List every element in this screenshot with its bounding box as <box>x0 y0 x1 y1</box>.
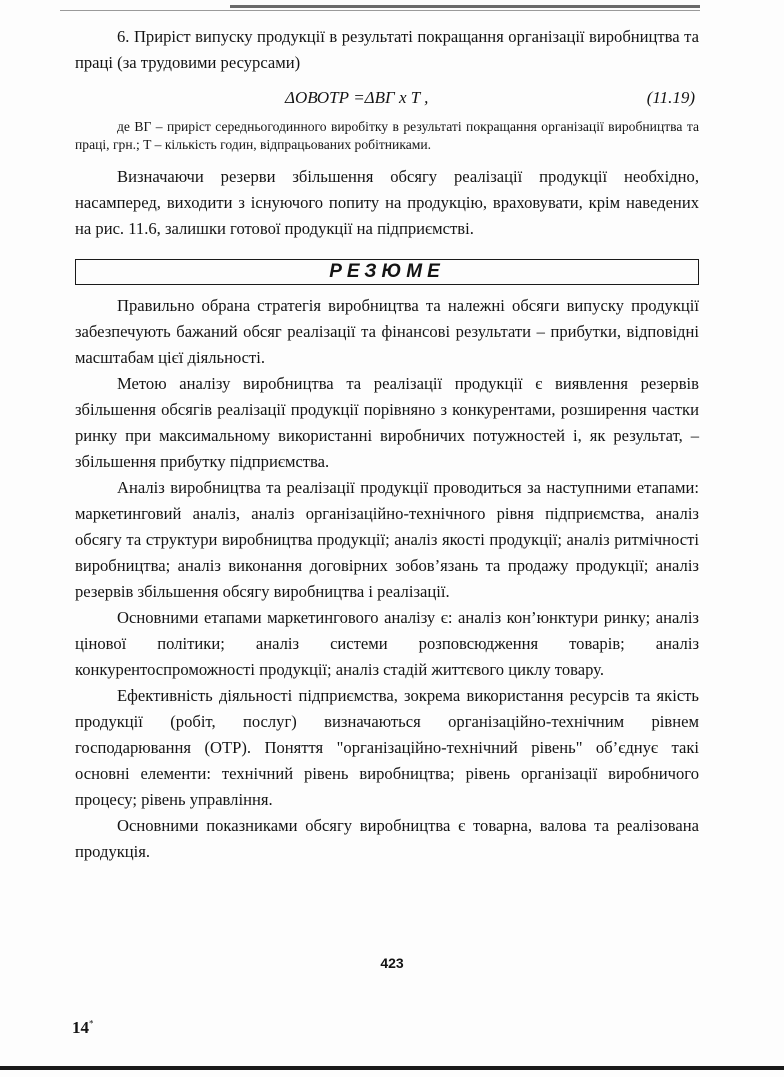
resume-paragraph: Метою аналізу виробництва та реалізації продукції є виявлення резервів збільшення обсягів реалізації продукції порівняно з конкурентами, розширення частки ринку при максимальному використанні виробничих потужностей і, як результат, – збільшення прибутку підприємства. <box>75 374 699 471</box>
signature-mark: * <box>89 1018 94 1029</box>
resume-header-box <box>75 259 699 285</box>
resume-paragraph: Основними етапами маркетингового аналізу є: аналіз кон’юнктури ринку; аналіз цінової політики; аналіз системи розповсюдження товарів; аналіз конкурентоспроможності продукції; аналіз стадій життєвого циклу товару. <box>75 608 699 679</box>
top-border-line <box>230 5 700 8</box>
printer-signature <box>72 1018 94 1038</box>
item-6-paragraph: 6. Приріст випуску продукції в результаті покращання організації виробництва та праці (за трудовими ресурсами) <box>75 27 699 72</box>
formula-note: де ВГ – приріст середньогодинного виробітку в результаті покращання організації виробництва та праці, грн.; T – кількість годин, відпрацьованих робітниками. <box>75 119 699 152</box>
resume-title: РЕЗЮМЕ <box>329 261 445 282</box>
formula-text: ΔОВОТР =ΔВГ x T , <box>285 88 429 107</box>
resume-paragraph: Ефективність діяльності підприємства, зокрема використання ресурсів та якість продукції (робіт, послуг) визначаються організаційно-технічним рівнем господарювання (ОТР). Поняття "організаційно-технічний рівень" об’єднує такі основні елементи: технічний рівень виробництва; рівень організації виробничого процесу; рівень управління. <box>75 686 699 809</box>
top-border-thin-line <box>60 10 700 11</box>
bottom-border-line <box>0 1066 784 1070</box>
resume-paragraph: Основними показниками обсягу виробництва є товарна, валова та реалізована продукція. <box>75 816 699 861</box>
resume-paragraph: Аналіз виробництва та реалізації продукції проводиться за наступними етапами: маркетинговий аналіз, аналіз організаційно-технічного рівня підприємства, аналіз обсягу та структури виробництва продукції; аналіз якості продукції; аналіз ритмічності виробництва; аналіз виконання договірних зобов’язань та продажу продукції; аналіз резервів збільшення обсягу виробництва і реалізації. <box>75 478 699 601</box>
page-content <box>75 24 699 865</box>
resume-paragraph: Правильно обрана стратегія виробництва та належні обсяги випуску продукції забезпечують бажаний обсяг реалізації та фінансові результати – прибутки, відповідні масштабам цієї діяльності. <box>75 296 699 367</box>
signature-number: 14 <box>72 1018 89 1037</box>
formula-number: (11.19) <box>646 88 695 107</box>
reserves-paragraph: Визначаючи резерви збільшення обсягу реалізації продукції необхідно, насамперед, виходити з існуючого попиту на продукцію, враховувати, крім наведених на рис. 11.6, залишки готової продукції на підприємстві. <box>75 167 699 238</box>
formula-11-19 <box>75 84 699 114</box>
page-number: 423 <box>380 955 404 971</box>
